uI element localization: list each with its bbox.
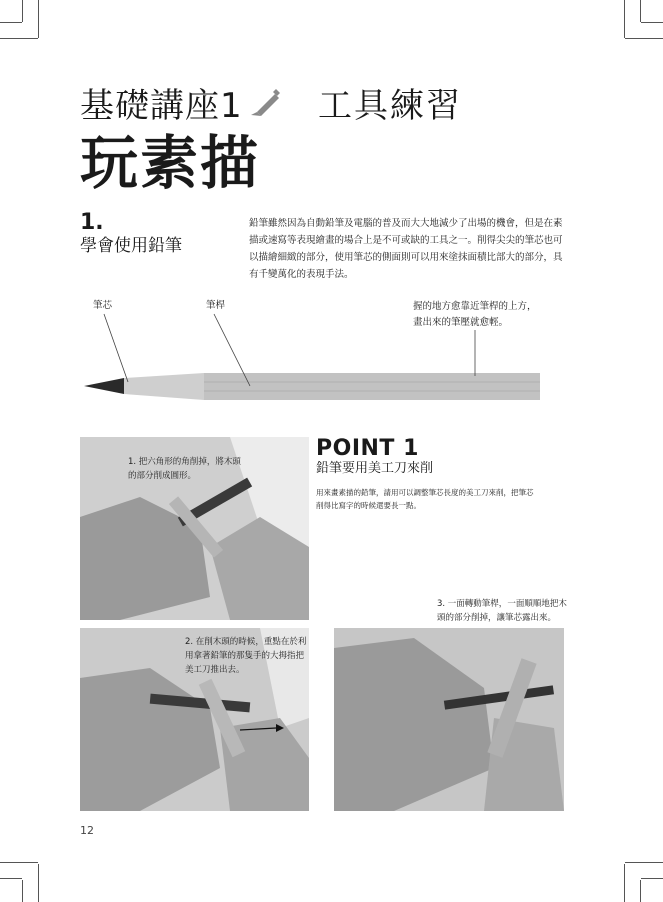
grip-tip-line: 畫出來的筆壓就愈輕。 — [413, 317, 509, 328]
pencil-lead — [84, 378, 124, 394]
intro-line: 有千變萬化的表現手法。 — [249, 269, 354, 280]
crop-mark — [640, 880, 641, 902]
intro-line: 以描繪細緻的部分，使用筆芯的側面則可以用來塗抹面積比部大的部分，具 — [249, 252, 563, 263]
caption-line: 3. 一面轉動筆桿，一面順順地把木 — [437, 599, 567, 609]
point-heading: POINT 1 — [316, 436, 419, 461]
pencil-icon — [250, 88, 280, 120]
page-title: 玩素描 — [80, 129, 261, 197]
photo-caption-1 — [128, 455, 241, 483]
point-body-line: 用來畫素描的鉛筆，請用可以調整筆芯長度的美工刀來削，把筆芯 — [316, 488, 534, 497]
label-lead: 筆芯 — [93, 300, 113, 311]
intro-paragraph — [249, 215, 571, 283]
point-body-line: 削得比寫字的時候還要長一點。 — [316, 501, 421, 510]
crop-mark — [38, 864, 39, 902]
photo-caption-3 — [437, 597, 567, 625]
tool-title: 工具練習 — [318, 86, 462, 126]
label-shaft: 筆桿 — [206, 300, 226, 311]
point-body — [316, 486, 534, 512]
caption-line: 1. 把六角形的角削掉，將木頭 — [128, 457, 241, 467]
crop-mark — [0, 22, 22, 23]
crop-mark — [22, 0, 23, 22]
crop-mark — [0, 862, 38, 863]
crop-mark — [641, 22, 663, 23]
crop-mark — [624, 0, 625, 38]
grip-tip — [413, 299, 537, 331]
lead-pointer-line — [104, 314, 128, 382]
caption-line: 的部分削成圓形。 — [128, 471, 197, 481]
crop-mark — [624, 864, 625, 902]
page-number: 12 — [80, 824, 94, 837]
crop-mark — [625, 862, 663, 863]
section-number: 1. — [80, 210, 104, 235]
crop-mark — [640, 0, 641, 22]
crop-mark — [625, 38, 663, 39]
photo-caption-2 — [185, 635, 306, 677]
crop-mark — [0, 878, 22, 879]
intro-line: 鉛筆雖然因為自動鉛筆及電腦的普及而大大地減少了出場的機會，但是在素 — [249, 218, 563, 229]
pencil-shaft — [204, 373, 540, 400]
caption-line: 頭的部分削掉，讓筆芯露出來。 — [437, 613, 557, 623]
pencil-cone — [124, 373, 204, 400]
crop-mark — [22, 880, 23, 902]
crop-mark — [641, 878, 663, 879]
caption-line: 美工刀推出去。 — [185, 665, 245, 675]
crop-mark — [38, 0, 39, 38]
intro-line: 描或速寫等表現繪畫的場合上是不可或缺的工具之一。削得尖尖的筆芯也可 — [249, 235, 563, 246]
crop-mark — [0, 38, 38, 39]
caption-line: 2. 在削木頭的時候，重點在於利 — [185, 637, 307, 647]
point-title: 鉛筆要用美工刀來削 — [316, 461, 434, 476]
section-title: 學會使用鉛筆 — [80, 236, 182, 256]
photo-step-3 — [334, 628, 564, 811]
series-title: 基礎講座1 — [80, 86, 243, 126]
caption-line: 用拿著鉛筆的那隻手的大拇指把 — [185, 651, 305, 661]
grip-tip-line: 握的地方愈靠近筆桿的上方， — [413, 301, 537, 312]
